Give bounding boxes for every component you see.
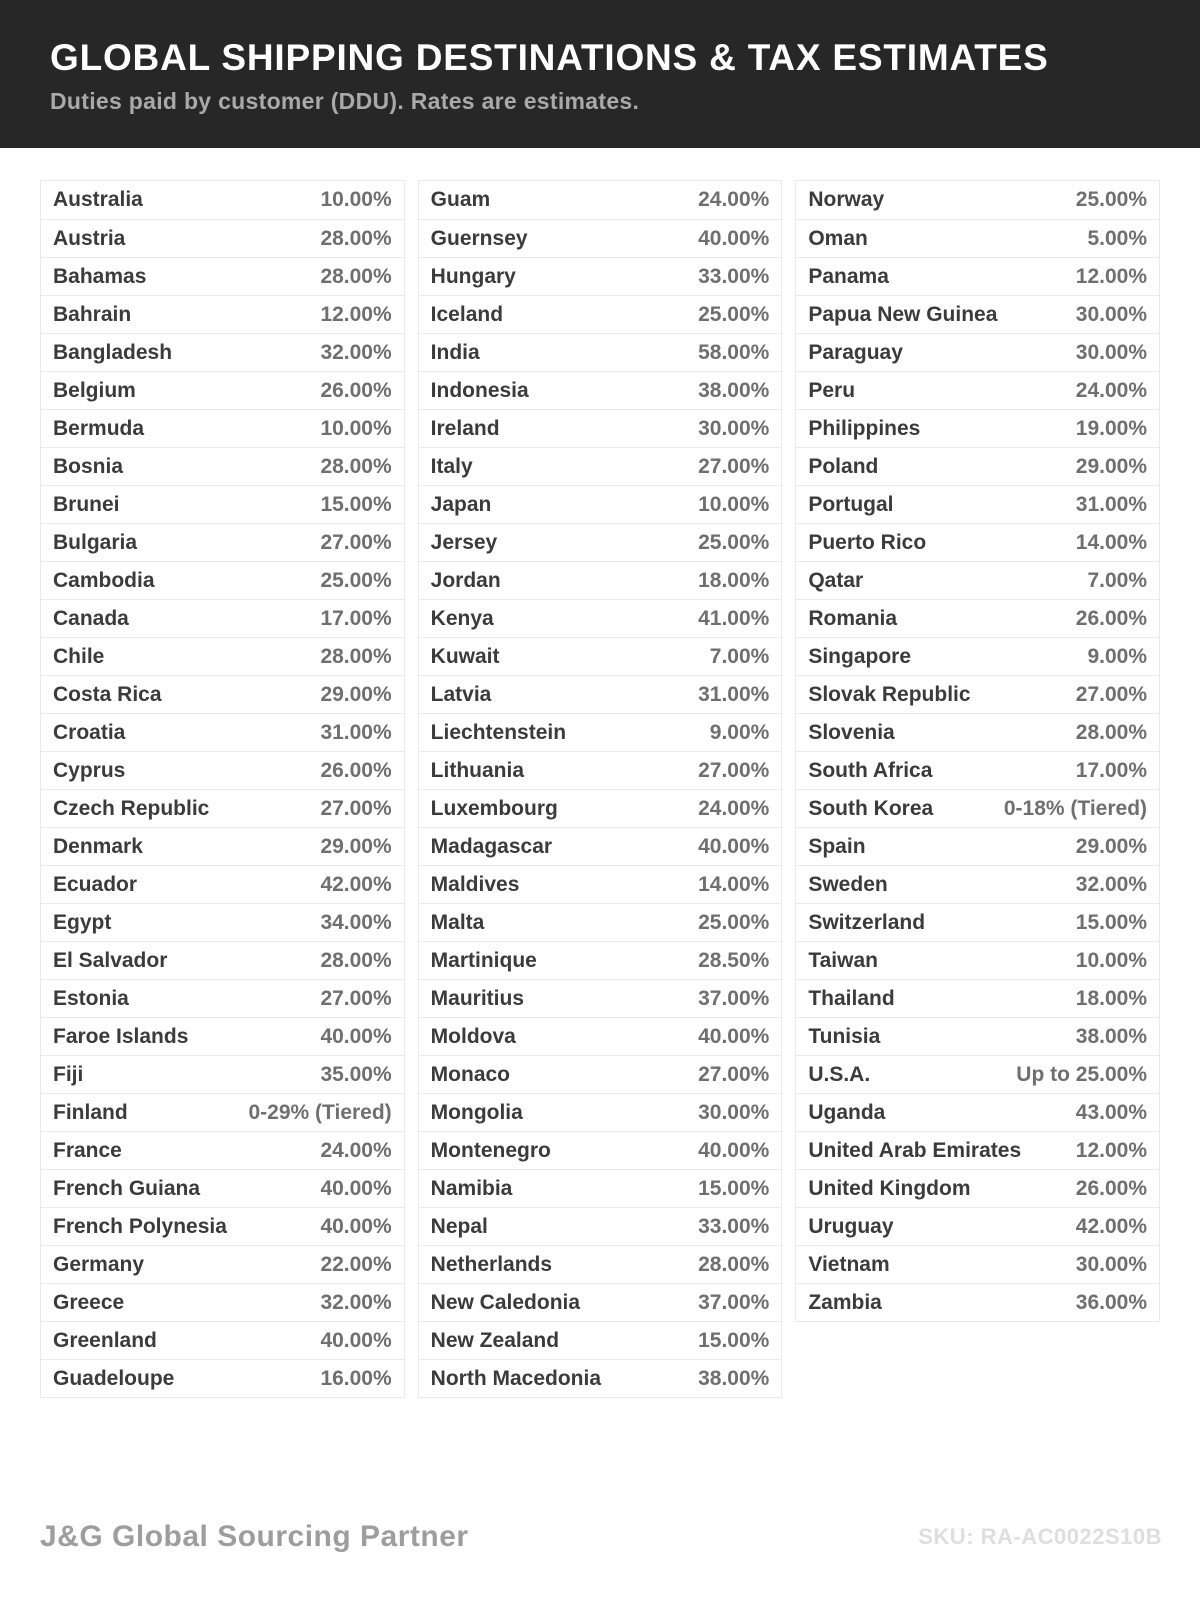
table-row [419,257,782,295]
tax-rate: 31.00% [320,720,392,744]
country-name: Fiji [53,1062,84,1086]
table-row [419,1055,782,1093]
brand-name: J&G Global Sourcing Partner [40,1520,469,1553]
tax-table [0,148,1200,1398]
country-name: Spain [808,834,866,858]
tax-rate: 17.00% [320,606,392,630]
tax-rate: 58.00% [698,340,770,364]
tax-rate: 29.00% [1075,454,1148,478]
table-row [419,903,782,941]
country-name: Slovak Republic [808,682,971,706]
table-row [419,675,782,713]
table-row [796,941,1159,979]
table-row [41,1017,404,1055]
table-row [796,371,1159,409]
tax-rate: 29.00% [320,834,392,858]
country-name: Uruguay [808,1214,894,1238]
tax-rate: 33.00% [698,1214,770,1238]
tax-rate: 26.00% [1075,606,1148,630]
table-row [41,1093,404,1131]
tax-rate: 38.00% [698,1366,770,1390]
tax-rate: 30.00% [1075,340,1148,364]
table-row [419,447,782,485]
tax-rate: 38.00% [698,378,770,402]
country-name: North Macedonia [430,1366,602,1390]
country-name: Romania [808,606,898,630]
table-row [419,1131,782,1169]
country-name: Greenland [53,1328,157,1352]
country-name: United Kingdom [808,1176,971,1200]
tax-rate: 24.00% [698,188,770,211]
country-name: India [430,340,480,364]
country-name: Guernsey [430,226,528,250]
table-row [41,1283,404,1321]
country-name: Paraguay [808,340,903,364]
country-name: French Polynesia [53,1214,227,1238]
country-name: Kenya [430,606,494,630]
tax-rate: 41.00% [698,606,770,630]
country-name: Austria [53,226,126,250]
sku-label: SKU: RA-AC0022S10B [918,1524,1162,1549]
country-name: Malta [430,910,485,934]
table-row [41,1321,404,1359]
table-row [796,713,1159,751]
table-row [796,1093,1159,1131]
tax-rate: 28.00% [320,948,392,972]
country-name: Mongolia [430,1100,523,1124]
country-name: Italy [430,454,473,478]
country-name: Martinique [430,948,537,972]
tax-rate: 15.00% [320,492,392,516]
country-name: Qatar [808,568,864,592]
country-name: El Salvador [53,948,168,972]
country-name: Lithuania [430,758,525,782]
table-row [41,1055,404,1093]
table-row [796,599,1159,637]
country-name: South Korea [808,796,934,820]
tax-rate: 40.00% [698,226,770,250]
country-name: Namibia [430,1176,513,1200]
tax-rate: 28.00% [320,454,392,478]
tax-rate: 40.00% [320,1214,392,1238]
tax-rate: 29.00% [320,682,392,706]
country-name: Monaco [430,1062,511,1086]
tax-rate: 7.00% [709,644,770,668]
tax-rate: 33.00% [698,264,770,288]
tax-rate: 28.00% [1075,720,1148,744]
table-row [796,333,1159,371]
tax-rate: 18.00% [1075,986,1148,1010]
table-row [41,219,404,257]
table-row [796,675,1159,713]
tax-rate: 25.00% [698,530,770,554]
table-row [41,903,404,941]
table-row [419,865,782,903]
table-row [796,1207,1159,1245]
table-row [41,713,404,751]
tax-rate: 40.00% [320,1176,392,1200]
country-name: France [53,1138,122,1162]
country-name: Nepal [430,1214,488,1238]
table-row [796,637,1159,675]
tax-rate: 34.00% [320,910,392,934]
tax-table-column-3 [795,180,1160,1322]
tax-rate: 40.00% [698,1138,770,1162]
table-row [419,1093,782,1131]
table-row [419,181,782,219]
country-name: Australia [53,188,143,211]
table-row [796,1055,1159,1093]
tax-rate: 27.00% [698,1062,770,1086]
country-name: Puerto Rico [808,530,927,554]
country-name: Panama [808,264,889,288]
country-name: Papua New Guinea [808,302,998,326]
table-row [796,1245,1159,1283]
table-row [796,1283,1159,1321]
tax-rate: 40.00% [320,1328,392,1352]
country-name: Belgium [53,378,136,402]
tax-rate: 15.00% [1075,910,1148,934]
tax-rate: 0-18% (Tiered) [1003,796,1148,820]
table-row [41,409,404,447]
table-row [796,409,1159,447]
tax-rate: 25.00% [698,910,770,934]
country-name: Montenegro [430,1138,551,1162]
tax-rate: 24.00% [698,796,770,820]
country-name: Taiwan [808,948,878,972]
tax-rate: Up to 25.00% [1016,1062,1148,1086]
table-row [796,447,1159,485]
country-name: Singapore [808,644,912,668]
country-name: Ireland [430,416,500,440]
country-name: Luxembourg [430,796,558,820]
table-row [41,523,404,561]
tax-table-column-2 [418,180,783,1398]
table-row [419,295,782,333]
country-name: French Guiana [53,1176,201,1200]
table-row [41,1169,404,1207]
tax-rate: 32.00% [1075,872,1148,896]
tax-rate: 25.00% [1075,188,1148,211]
table-row [796,561,1159,599]
tax-rate: 30.00% [1075,1252,1148,1276]
tax-rate: 24.00% [320,1138,392,1162]
country-name: Bahamas [53,264,147,288]
country-name: Liechtenstein [430,720,567,744]
country-name: Bangladesh [53,340,173,364]
tax-rate: 31.00% [1075,492,1148,516]
tax-rate: 27.00% [1075,682,1148,706]
table-row [419,713,782,751]
table-row [419,637,782,675]
country-name: Moldova [430,1024,516,1048]
country-name: Uganda [808,1100,886,1124]
country-name: Czech Republic [53,796,210,820]
table-row [796,181,1159,219]
country-name: Japan [430,492,492,516]
table-row [796,523,1159,561]
tax-rate: 43.00% [1075,1100,1148,1124]
page-title: GLOBAL SHIPPING DESTINATIONS & TAX ESTIMATES [50,37,1049,78]
tax-rate: 27.00% [698,758,770,782]
tax-table-column-1 [40,180,405,1398]
tax-rate: 19.00% [1075,416,1148,440]
table-row [419,1017,782,1055]
country-name: Croatia [53,720,126,744]
country-name: Madagascar [430,834,553,858]
tax-rate: 37.00% [698,1290,770,1314]
table-row [41,257,404,295]
table-row [41,447,404,485]
table-row [419,1321,782,1359]
country-name: Philippines [808,416,921,440]
table-row [419,1169,782,1207]
tax-rate: 17.00% [1075,758,1148,782]
header-banner [0,0,1200,148]
country-name: Bermuda [53,416,145,440]
country-name: Switzerland [808,910,926,934]
tax-rate: 26.00% [320,758,392,782]
table-row [796,865,1159,903]
table-row [796,751,1159,789]
table-row [419,333,782,371]
tax-rate: 22.00% [320,1252,392,1276]
table-row [419,941,782,979]
country-name: Jordan [430,568,501,592]
tax-rate: 5.00% [1087,226,1148,250]
table-row [796,979,1159,1017]
tax-rate: 0-29% (Tiered) [248,1100,392,1124]
tax-rate: 37.00% [698,986,770,1010]
country-name: Guam [430,188,491,211]
country-name: Faroe Islands [53,1024,189,1048]
table-row [796,219,1159,257]
table-row [41,941,404,979]
table-row [419,409,782,447]
table-row [419,827,782,865]
country-name: Maldives [430,872,520,896]
table-row [796,789,1159,827]
table-row [41,333,404,371]
tax-rate: 28.00% [320,264,392,288]
tax-rate: 27.00% [320,530,392,554]
tax-rate: 38.00% [1075,1024,1148,1048]
country-name: United Arab Emirates [808,1138,1022,1162]
tax-rate: 42.00% [320,872,392,896]
table-row [41,675,404,713]
tax-rate: 27.00% [320,986,392,1010]
table-row [419,789,782,827]
table-row [419,485,782,523]
tax-rate: 32.00% [320,1290,392,1314]
tax-rate: 28.00% [320,226,392,250]
country-name: Ecuador [53,872,138,896]
table-row [419,523,782,561]
table-row [419,561,782,599]
tax-rate: 27.00% [320,796,392,820]
tax-rate: 14.00% [1075,530,1148,554]
tax-rate: 10.00% [320,188,392,211]
table-row [419,1207,782,1245]
country-name: Netherlands [430,1252,553,1276]
table-row [419,219,782,257]
country-name: Brunei [53,492,120,516]
tax-rate: 10.00% [320,416,392,440]
table-row [41,295,404,333]
tax-rate: 18.00% [698,568,770,592]
country-name: Guadeloupe [53,1366,175,1390]
tax-rate: 35.00% [320,1062,392,1086]
tax-rate: 40.00% [698,1024,770,1048]
country-name: Jersey [430,530,498,554]
tax-rate: 36.00% [1075,1290,1148,1314]
country-name: Bosnia [53,454,124,478]
tax-rate: 29.00% [1075,834,1148,858]
country-name: Mauritius [430,986,525,1010]
tax-rate: 40.00% [698,834,770,858]
table-row [796,257,1159,295]
tax-rate: 30.00% [698,1100,770,1124]
country-name: Zambia [808,1290,882,1314]
table-row [419,979,782,1017]
tax-rate: 12.00% [1075,264,1148,288]
country-name: South Africa [808,758,933,782]
table-row [41,181,404,219]
country-name: Vietnam [808,1252,890,1276]
country-name: Slovenia [808,720,895,744]
tax-rate: 26.00% [320,378,392,402]
tax-rate: 15.00% [698,1328,770,1352]
table-row [796,903,1159,941]
table-row [41,599,404,637]
country-name: Egypt [53,910,112,934]
tax-rate: 12.00% [1075,1138,1148,1162]
tax-rate: 10.00% [1075,948,1148,972]
country-name: Kuwait [430,644,500,668]
tax-rate: 30.00% [1075,302,1148,326]
table-row [41,979,404,1017]
footer [40,1520,1162,1554]
table-row [41,751,404,789]
tax-rate: 9.00% [1087,644,1148,668]
tax-rate: 28.50% [698,948,770,972]
country-name: Norway [808,188,885,211]
country-name: Bahrain [53,302,132,326]
country-name: Thailand [808,986,895,1010]
table-row [41,865,404,903]
table-row [41,789,404,827]
table-row [41,1207,404,1245]
table-row [419,1359,782,1397]
country-name: Tunisia [808,1024,881,1048]
tax-rate: 30.00% [698,416,770,440]
table-row [419,599,782,637]
tax-rate: 24.00% [1075,378,1148,402]
table-row [796,1131,1159,1169]
country-name: Portugal [808,492,894,516]
country-name: New Caledonia [430,1290,581,1314]
tax-rate: 10.00% [698,492,770,516]
country-name: Costa Rica [53,682,162,706]
country-name: Finland [53,1100,128,1124]
table-row [41,1131,404,1169]
country-name: Poland [808,454,879,478]
table-row [41,1359,404,1397]
country-name: Hungary [430,264,516,288]
table-row [419,1245,782,1283]
tax-rate: 12.00% [320,302,392,326]
country-name: Cyprus [53,758,126,782]
country-name: Indonesia [430,378,529,402]
table-row [796,827,1159,865]
country-name: Greece [53,1290,125,1314]
table-row [41,1245,404,1283]
tax-rate: 28.00% [320,644,392,668]
country-name: Canada [53,606,129,630]
table-row [796,1169,1159,1207]
country-name: Latvia [430,682,492,706]
table-row [41,371,404,409]
page-subtitle: Duties paid by customer (DDU). Rates are estimates. [50,87,640,114]
country-name: Cambodia [53,568,155,592]
country-name: Denmark [53,834,143,858]
tax-rate: 40.00% [320,1024,392,1048]
tax-rate: 42.00% [1075,1214,1148,1238]
tax-rate: 28.00% [698,1252,770,1276]
country-name: U.S.A. [808,1062,871,1086]
country-name: Iceland [430,302,504,326]
country-name: Bulgaria [53,530,138,554]
tax-rate: 25.00% [320,568,392,592]
tax-rate: 31.00% [698,682,770,706]
table-row [796,1017,1159,1055]
table-row [419,1283,782,1321]
tax-rate: 14.00% [698,872,770,896]
country-name: Oman [808,226,868,250]
tax-rate: 15.00% [698,1176,770,1200]
table-row [41,637,404,675]
table-row [419,371,782,409]
country-name: Peru [808,378,856,402]
table-row [41,485,404,523]
country-name: Estonia [53,986,129,1010]
country-name: Chile [53,644,105,668]
tax-rate: 25.00% [698,302,770,326]
country-name: New Zealand [430,1328,560,1352]
table-row [419,751,782,789]
table-row [796,485,1159,523]
tax-rate: 26.00% [1075,1176,1148,1200]
table-row [796,295,1159,333]
country-name: Germany [53,1252,145,1276]
tax-rate: 16.00% [320,1366,392,1390]
table-row [41,827,404,865]
tax-rate: 7.00% [1087,568,1148,592]
table-row [41,561,404,599]
tax-rate: 27.00% [698,454,770,478]
tax-rate: 9.00% [709,720,770,744]
tax-rate: 32.00% [320,340,392,364]
country-name: Sweden [808,872,888,896]
